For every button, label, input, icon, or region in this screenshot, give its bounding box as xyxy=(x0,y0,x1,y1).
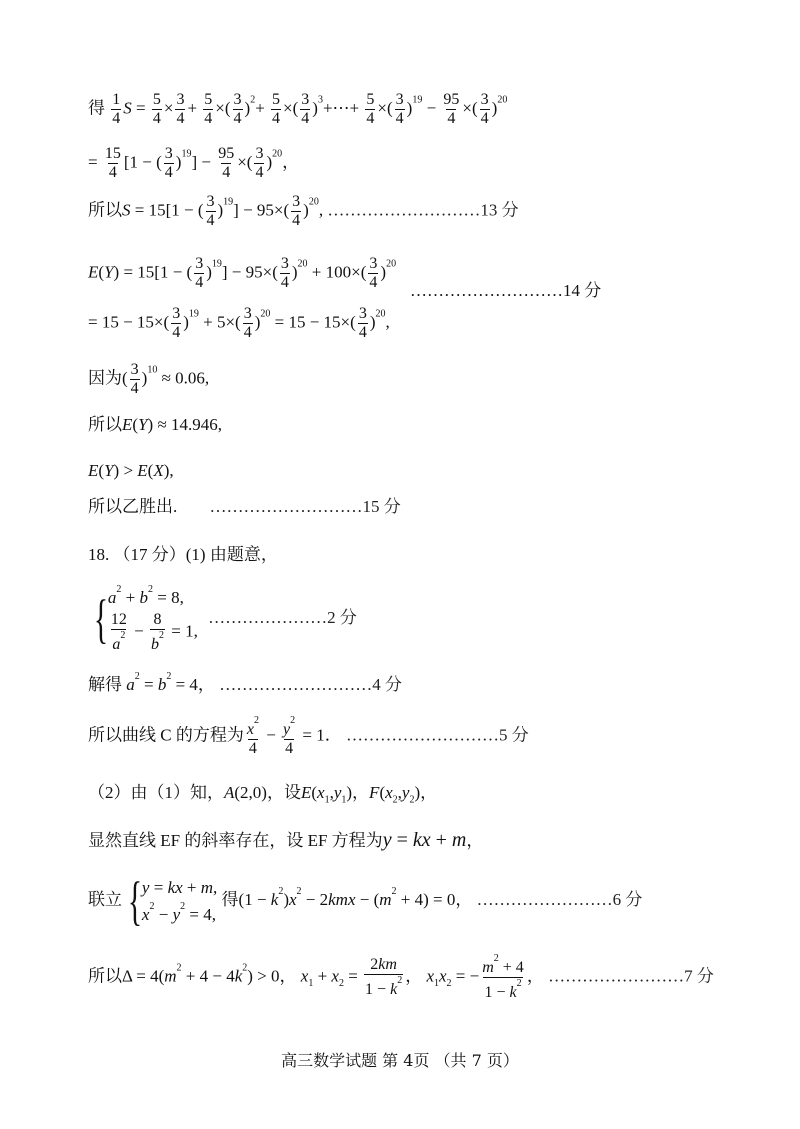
question-18-heading: 18. （17 分）(1) 由题意， xyxy=(88,545,278,564)
text-de-2: 得 xyxy=(221,889,239,909)
equation-line-1: 得 $\frac{1}{4}$ S = $\frac{5}{4}$ × $\frac{3}{4}$ + $\frac{5}{4}$ ×( $\frac{3}{4}$ )$^2$+ $\frac{5}{4}$ ×( $\frac{3}{4}$ )$^3$+⋯+ $\frac{5}{4}$ ×( $\frac{3}{4}$ )$^{19}$ − $\frac{95}{4}$ ×( $\frac{3}{4}$ )$^{20}$ xyxy=(88,91,508,127)
equation-line-8: E(Y) > E(X), xyxy=(88,461,174,480)
part-2-line: （2）由（1）知，A(2,0)，设$E(x_1,y_1)$，$F(x_2,y_2)$， xyxy=(88,783,438,806)
text-de: 得 xyxy=(88,98,105,118)
text-suoyi-2: 所以 xyxy=(88,415,122,434)
value-ey: 14.946, xyxy=(171,415,223,434)
score-2: …………………2 分 xyxy=(208,607,357,627)
equation-system-1: { $a^2 + b^2 = 8$, $\frac{12}{a^2}$ − $\frac{8}{b^2}$ = 1, …………………2 分 xyxy=(93,584,357,653)
text-jiede: 解得 xyxy=(88,675,122,694)
score-15: ………………………15 分 xyxy=(209,497,401,516)
score-5: ………………………5 分 xyxy=(346,725,529,745)
score-7: ……………………7 分 xyxy=(548,966,714,986)
equation-line-4: E(Y) = 15[1 − ( $\frac{3}{4}$ )$^{19}$] − 95×( $\frac{3}{4}$ )$^{20}$ + 100×( $\frac{3}{4}$ )$^{20}$ xyxy=(88,255,397,291)
text-part2: （2）由（1）知， xyxy=(88,783,224,802)
solve-line: 解得 $a^2 = b^2 = 4$， ………………………4 分 xyxy=(88,671,402,694)
delta-line: 所以$\Delta = 4(m^2 + 4 - 4k^2) > 0$， $x_1 + x_2$ = $\frac{2km}{1 - k^2}$ ， $x_1x_2$ = − $\frac{m^2 + 4}{1 - k^2}$ ， ……………………7 分 xyxy=(88,953,714,1001)
text-lianli: 联立 xyxy=(88,889,122,909)
text-slope: 显然直线 EF 的斜率存在，设 EF 方程为 xyxy=(88,831,383,850)
text-conclusion: 所以乙胜出. xyxy=(88,497,178,516)
text-suoyi-3: 所以 xyxy=(88,966,122,986)
score-4: ………………………4 分 xyxy=(219,675,402,694)
score-6: ……………………6 分 xyxy=(476,889,643,909)
equation-line-2: = $\frac{15}{4}$ [1 − ( $\frac{3}{4}$ )$^{19}$] − $\frac{95}{4}$ ×( $\frac{3}{4}$ )$^{20}$， xyxy=(88,145,300,181)
slope-line: 显然直线 EF 的斜率存在，设 EF 方程为y = kx + m， xyxy=(88,829,484,851)
combine-line: 联立 { y = kx + m, $x^2 - y^2 = 4$, 得$(1 - k^2)x^2 - 2kmx - (m^2 + 4) = 0$， ……………………6 分 xyxy=(88,871,643,931)
equation-line-6: 因为( $\frac{3}{4}$ )$^{10}$ ≈ 0.06, xyxy=(88,361,210,397)
text-yinwei: 因为 xyxy=(88,368,122,388)
page-footer: 高三数学试题 第 4页 （共 7 页） xyxy=(281,1051,519,1070)
equation-line-7: 所以E(Y) ≈ 14.946, xyxy=(88,415,223,434)
equation-line-5: = 15 − 15×( $\frac{3}{4}$ )$^{19}$ + 5×( $\frac{3}{4}$ )$^{20}$ = 15 − 15×( $\frac{3}{4}$ )$^{20}$, xyxy=(88,305,390,341)
score-13: ………………………13 分 xyxy=(327,200,519,220)
equation-line-3: 所以S = 15[1 − ( $\frac{3}{4}$ )$^{19}$] − 95×( $\frac{3}{4}$ )$^{20}$, ………………………13 分 xyxy=(88,193,519,229)
curve-equation-line: 所以曲线 C 的方程为 $\frac{x^2}{4}$ − $\frac{y^2}{4}$ = 1． ………………………5 分 xyxy=(88,715,529,757)
conclusion-line xyxy=(88,498,401,515)
text-set: ，设 xyxy=(266,783,301,802)
text-curve: 所以曲线 C 的方程为 xyxy=(88,725,244,745)
text-suoyi: 所以 xyxy=(88,200,122,220)
score-14: ………………………14 分 xyxy=(410,281,602,300)
